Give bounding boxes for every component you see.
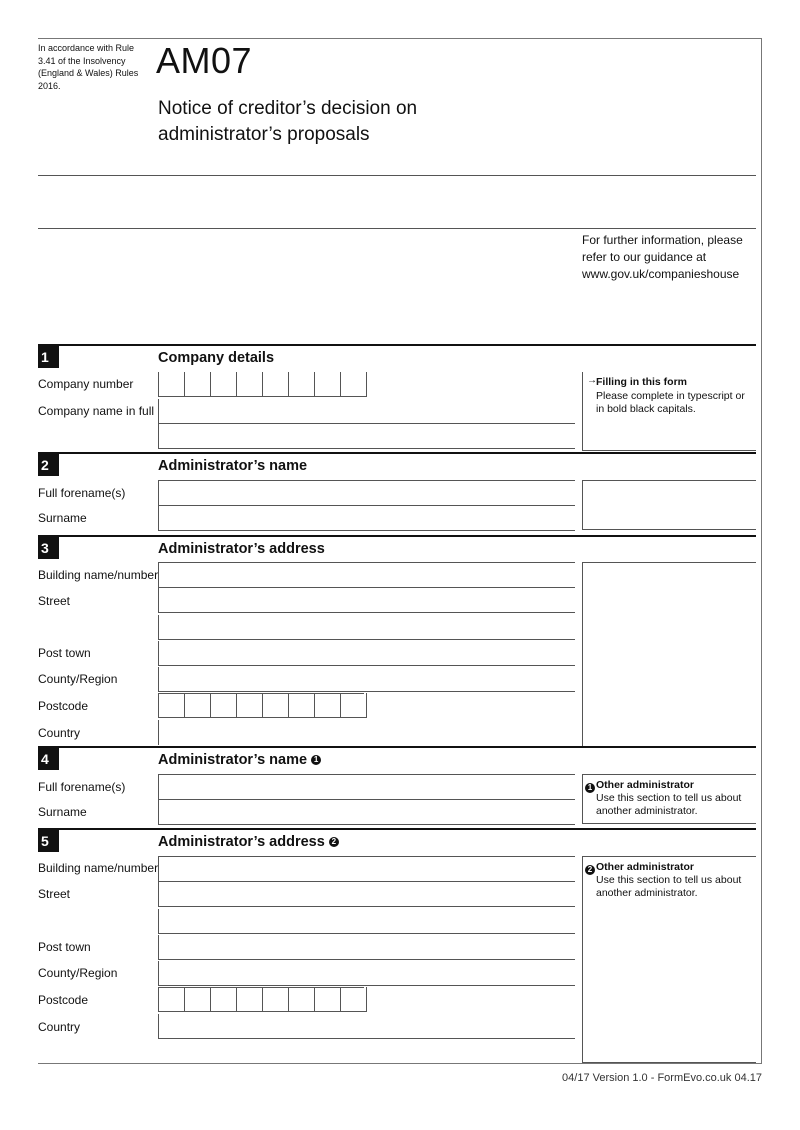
char-cell-end	[366, 372, 367, 397]
street-field-2[interactable]	[158, 909, 575, 934]
form-code: AM07	[156, 40, 253, 81]
country-field[interactable]	[158, 720, 575, 745]
char-cell[interactable]	[184, 372, 210, 397]
further-info: For further information, please refer to our guidance at www.gov.uk/companieshouse	[582, 233, 743, 281]
char-cell-end	[366, 987, 367, 1012]
page-frame-top	[38, 38, 762, 39]
company-name-label: Company name in full	[38, 404, 155, 418]
char-cell[interactable]	[210, 987, 236, 1012]
char-cell[interactable]	[314, 693, 340, 718]
char-cell[interactable]	[158, 693, 184, 718]
company-name-field-2[interactable]	[158, 424, 575, 449]
postcode-label: Postcode	[38, 699, 89, 713]
postcode-label: Postcode	[38, 993, 89, 1007]
street-label: Street	[38, 594, 71, 608]
building-label: Building name/number	[38, 568, 159, 582]
section-title-text: Administrator’s address	[158, 834, 325, 850]
country-label: Country	[38, 726, 81, 740]
char-cell[interactable]	[288, 987, 314, 1012]
section-title	[158, 834, 339, 850]
char-cell[interactable]	[210, 372, 236, 397]
note-marker-number: 1	[585, 783, 595, 793]
post-town-label: Post town	[38, 940, 91, 954]
char-cell[interactable]	[184, 693, 210, 718]
rule-note: In accordance with Rule 3.41 of the Insolvency (England & Wales) Rules 2016.	[38, 43, 139, 91]
surname-label: Surname	[38, 511, 87, 525]
forename-label: Full forename(s)	[38, 780, 126, 794]
note-body: Use this section to tell us about another administrator.	[596, 874, 742, 899]
post-town-field[interactable]	[158, 935, 575, 960]
guidance-note-box	[582, 372, 756, 451]
section-title: Administrator’s address	[158, 541, 325, 557]
postcode-top-line	[158, 693, 364, 694]
note-marker-icon	[585, 779, 595, 797]
page-frame-bottom	[38, 1063, 762, 1064]
building-field[interactable]	[158, 563, 575, 588]
note-body: Please complete in typescript or in bold black capitals.	[596, 390, 745, 415]
section-title: Company details	[158, 350, 275, 366]
section-number: 4	[38, 748, 59, 770]
char-cell[interactable]	[340, 372, 366, 397]
char-cell[interactable]	[210, 693, 236, 718]
country-label: Country	[38, 1020, 81, 1034]
company-number-label: Company number	[38, 377, 134, 391]
char-cell[interactable]	[262, 987, 288, 1012]
building-label: Building name/number	[38, 861, 159, 875]
note-marker-number: 2	[585, 865, 595, 875]
char-cell[interactable]	[314, 372, 340, 397]
post-town-label: Post town	[38, 646, 91, 660]
surname-field[interactable]	[158, 506, 575, 531]
char-cell[interactable]	[184, 987, 210, 1012]
char-cell[interactable]	[158, 372, 184, 397]
street-field[interactable]	[158, 882, 575, 907]
note-marker-icon	[585, 861, 595, 879]
street-field[interactable]	[158, 588, 575, 613]
form-title: Notice of creditor’s decision on administrator’s proposals	[158, 98, 418, 145]
forename-field[interactable]	[158, 775, 575, 800]
side-note-box	[582, 562, 756, 746]
arrow-right-icon: →	[587, 375, 597, 386]
building-field[interactable]	[158, 857, 575, 882]
section-number: 2	[38, 454, 59, 476]
char-cell[interactable]	[314, 987, 340, 1012]
char-cell[interactable]	[158, 987, 184, 1012]
char-cell[interactable]	[236, 693, 262, 718]
surname-label: Surname	[38, 805, 87, 819]
char-cell[interactable]	[236, 372, 262, 397]
county-label: County/Region	[38, 672, 118, 686]
note-title: Filling in this form	[596, 376, 687, 388]
section-number: 5	[38, 830, 59, 852]
char-cell[interactable]	[262, 693, 288, 718]
section-title-text: Administrator’s name	[158, 752, 308, 768]
section-number: 3	[38, 537, 59, 559]
char-cell[interactable]	[288, 372, 314, 397]
note-title: Other administrator	[596, 861, 695, 873]
forename-field[interactable]	[158, 481, 575, 506]
county-label: County/Region	[38, 966, 118, 980]
header-divider	[38, 175, 756, 176]
char-cell[interactable]	[340, 693, 366, 718]
char-cell[interactable]	[288, 693, 314, 718]
post-town-field[interactable]	[158, 641, 575, 666]
section-number: 1	[38, 346, 59, 368]
section-rule	[38, 746, 756, 748]
char-cell[interactable]	[340, 987, 366, 1012]
county-field[interactable]	[158, 961, 575, 986]
section-rule	[38, 452, 756, 454]
country-field[interactable]	[158, 1014, 575, 1039]
forename-label: Full forename(s)	[38, 486, 126, 500]
street-field-2[interactable]	[158, 615, 575, 640]
section-rule	[38, 344, 756, 346]
note-title: Other administrator	[596, 779, 695, 791]
section-rule	[38, 828, 756, 830]
note-marker-icon: 2	[329, 837, 339, 847]
side-note-box	[582, 480, 756, 530]
note-marker-icon: 1	[311, 755, 321, 765]
char-cell[interactable]	[236, 987, 262, 1012]
section-title	[158, 752, 321, 768]
section-title: Administrator’s name	[158, 458, 308, 474]
county-field[interactable]	[158, 667, 575, 692]
guidance-note-box	[582, 856, 756, 1063]
char-cell[interactable]	[262, 372, 288, 397]
surname-field[interactable]	[158, 800, 575, 825]
footer-version: 04/17 Version 1.0 - FormEvo.co.uk 04.17	[562, 1072, 762, 1084]
street-label: Street	[38, 887, 71, 901]
company-name-field[interactable]	[158, 399, 575, 424]
page-frame-right	[761, 38, 762, 1064]
guidance-note-box	[582, 774, 756, 824]
note-body: Use this section to tell us about another administrator.	[596, 792, 742, 817]
char-cell-end	[366, 693, 367, 718]
section-rule	[38, 535, 756, 537]
header-divider	[38, 228, 756, 229]
